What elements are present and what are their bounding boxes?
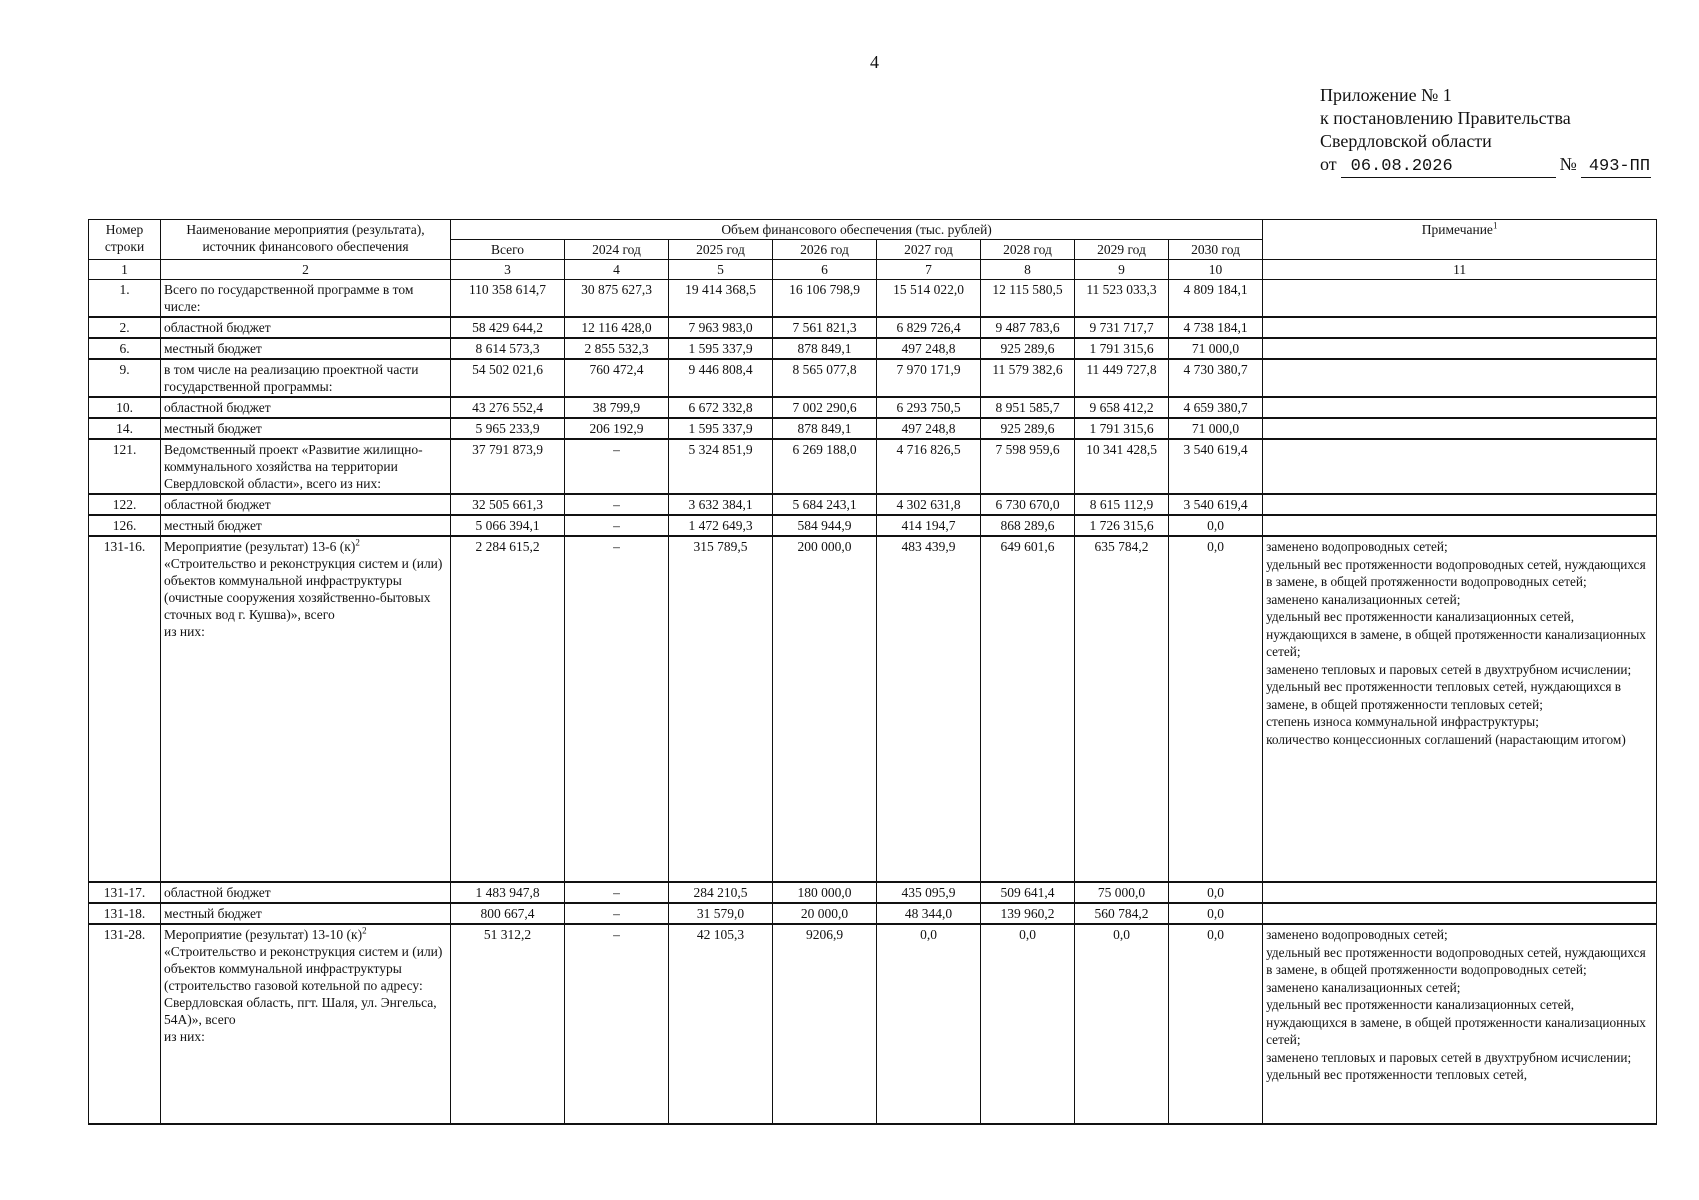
row-number: 6. (89, 338, 161, 359)
table-row (89, 317, 1657, 338)
row-name-line (164, 926, 447, 943)
table-row (89, 903, 1657, 924)
note-line: удельный вес протяженности канализационных сетей, нуждающихся в замене, в общей протяженности канализационных сетей; (1266, 609, 1646, 659)
value-cell: 38 799,9 (565, 397, 669, 418)
row-name-line-text: Мероприятие (результат) 13-10 (к) (164, 927, 363, 942)
header-year: 2024 год (565, 240, 669, 260)
row-name (161, 418, 451, 439)
footnote-mark: 2 (362, 925, 367, 936)
value-cell: 497 248,8 (877, 418, 981, 439)
value-cell: 9 731 717,7 (1075, 317, 1169, 338)
row-name (161, 882, 451, 903)
column-number: 6 (773, 260, 877, 280)
value-cell: 5 066 394,1 (451, 515, 565, 536)
note-cell (1263, 338, 1657, 359)
row-number: 131-28. (89, 924, 161, 1124)
value-cell: 11 579 382,6 (981, 359, 1075, 397)
note-cell (1263, 317, 1657, 338)
value-cell: 51 312,2 (451, 924, 565, 1124)
annex-date: 06.08.2026 (1341, 157, 1556, 178)
note-cell (1263, 359, 1657, 397)
header-row-number: Номер строки (89, 220, 161, 260)
value-cell: 4 716 826,5 (877, 439, 981, 494)
value-cell: 0,0 (1169, 924, 1263, 1124)
row-name-text: местный бюджет (164, 341, 262, 356)
value-cell: 0,0 (981, 924, 1075, 1124)
value-cell: 180 000,0 (773, 882, 877, 903)
value-cell: 110 358 614,7 (451, 280, 565, 318)
value-cell: 760 472,4 (565, 359, 669, 397)
row-name-line: из них: (164, 1029, 205, 1044)
value-cell: 32 505 661,3 (451, 494, 565, 515)
value-cell: 6 672 332,8 (669, 397, 773, 418)
value-cell: 15 514 022,0 (877, 280, 981, 318)
value-cell: – (565, 924, 669, 1124)
column-number: 8 (981, 260, 1075, 280)
table-row (89, 515, 1657, 536)
value-cell: 58 429 644,2 (451, 317, 565, 338)
value-cell: 0,0 (1169, 882, 1263, 903)
row-number: 1. (89, 280, 161, 318)
table-row (89, 280, 1657, 318)
header-note: Примечание$^1$ (1263, 220, 1657, 260)
row-name-line: «Строительство и реконструкция систем и (или) объектов коммунальной инфраструктуры (очистные сооружения хозяйственно-бытовых сточных вод г. Кушва)», всего (164, 556, 443, 622)
value-cell: 11 449 727,8 (1075, 359, 1169, 397)
row-number: 121. (89, 439, 161, 494)
row-name-line: «Строительство и реконструкция систем и (или) объектов коммунальной инфраструктуры (строительство газовой котельной по адресу: Свердловская область, пгт. Шаля, ул. Энгельса, 54А)», всего (164, 944, 443, 1027)
value-cell: 42 105,3 (669, 924, 773, 1124)
header-year: 2025 год (669, 240, 773, 260)
value-cell: 206 192,9 (565, 418, 669, 439)
note-line: заменено канализационных сетей; (1266, 979, 1461, 995)
row-number: 131-16. (89, 536, 161, 882)
row-number: 126. (89, 515, 161, 536)
column-number: 10 (1169, 260, 1263, 280)
value-cell: – (565, 903, 669, 924)
note-line: заменено водопроводных сетей; (1266, 539, 1448, 554)
row-number: 131-18. (89, 903, 161, 924)
financing-table (88, 219, 1657, 1125)
row-name (161, 439, 451, 494)
value-cell: 0,0 (1075, 924, 1169, 1124)
row-name (161, 494, 451, 515)
value-cell: 1 595 337,9 (669, 338, 773, 359)
row-name-line (164, 538, 447, 555)
value-cell: 315 789,5 (669, 536, 773, 882)
row-name-text: местный бюджет (164, 906, 262, 921)
value-cell: 560 784,2 (1075, 903, 1169, 924)
column-number: 11 (1263, 260, 1657, 280)
value-cell: 2 855 532,3 (565, 338, 669, 359)
value-cell: 649 601,6 (981, 536, 1075, 882)
value-cell: 9 446 808,4 (669, 359, 773, 397)
column-number: 5 (669, 260, 773, 280)
row-name-line: из них: (164, 624, 205, 639)
value-cell: 54 502 021,6 (451, 359, 565, 397)
row-name-text: областной бюджет (164, 400, 271, 415)
value-cell: 7 963 983,0 (669, 317, 773, 338)
note-line: заменено водопроводных сетей; (1266, 927, 1448, 942)
row-number: 10. (89, 397, 161, 418)
header-year: 2030 год (1169, 240, 1263, 260)
value-cell: 4 809 184,1 (1169, 280, 1263, 318)
note-line: удельный вес протяженности водопроводных сетей, нуждающихся в замене, в общей протяженности водопроводных сетей; (1266, 556, 1646, 589)
header-year: 2026 год (773, 240, 877, 260)
row-name-line-text: Мероприятие (результат) 13-6 (к) (164, 539, 356, 554)
row-name (161, 515, 451, 536)
note-line: удельный вес протяженности тепловых сетей, нуждающихся в замене, в общей протяженности тепловых сетей; (1266, 679, 1622, 712)
note-line: удельный вес протяженности канализационных сетей, нуждающихся в замене, в общей протяженности канализационных сетей; (1266, 997, 1646, 1047)
value-cell: 0,0 (1169, 536, 1263, 882)
value-cell: 635 784,2 (1075, 536, 1169, 882)
footnote-mark: 2 (355, 537, 360, 548)
value-cell: 5 684 243,1 (773, 494, 877, 515)
column-number: 2 (161, 260, 451, 280)
page-number: 4 (870, 52, 879, 72)
value-cell: – (565, 882, 669, 903)
column-number: 7 (877, 260, 981, 280)
row-name (161, 924, 451, 1124)
table-row (89, 494, 1657, 515)
value-cell: 75 000,0 (1075, 882, 1169, 903)
row-number: 9. (89, 359, 161, 397)
note-cell (1263, 439, 1657, 494)
value-cell: 43 276 552,4 (451, 397, 565, 418)
note-cell (1263, 418, 1657, 439)
value-cell: 0,0 (1169, 515, 1263, 536)
value-cell: 6 829 726,4 (877, 317, 981, 338)
value-cell: 4 659 380,7 (1169, 397, 1263, 418)
value-cell: 925 289,6 (981, 418, 1075, 439)
column-number: 9 (1075, 260, 1169, 280)
header-year: Всего (451, 240, 565, 260)
note-cell (1263, 903, 1657, 924)
note-cell (1263, 536, 1657, 882)
row-name (161, 359, 451, 397)
value-cell: 800 667,4 (451, 903, 565, 924)
column-number: 4 (565, 260, 669, 280)
value-cell: 1 726 315,6 (1075, 515, 1169, 536)
row-name-text: областной бюджет (164, 320, 271, 335)
value-cell: 9 487 783,6 (981, 317, 1075, 338)
table-row (89, 359, 1657, 397)
note-cell (1263, 515, 1657, 536)
value-cell: 284 210,5 (669, 882, 773, 903)
value-cell: 200 000,0 (773, 536, 877, 882)
annex-title: Приложение № 1 (1320, 85, 1452, 105)
row-name (161, 338, 451, 359)
header-year: 2028 год (981, 240, 1075, 260)
value-cell: 48 344,0 (877, 903, 981, 924)
value-cell: 4 302 631,8 (877, 494, 981, 515)
table-row (89, 338, 1657, 359)
header-year: 2027 год (877, 240, 981, 260)
value-cell: 1 483 947,8 (451, 882, 565, 903)
annex-header (1320, 84, 1651, 178)
value-cell: 4 730 380,7 (1169, 359, 1263, 397)
value-cell: 4 738 184,1 (1169, 317, 1263, 338)
value-cell: 8 615 112,9 (1075, 494, 1169, 515)
annex-subtitle: к постановлению Правительства (1320, 108, 1571, 128)
value-cell: 30 875 627,3 (565, 280, 669, 318)
annex-date-number (1320, 153, 1651, 178)
value-cell: 868 289,6 (981, 515, 1075, 536)
value-cell: 5 324 851,9 (669, 439, 773, 494)
value-cell: 6 269 188,0 (773, 439, 877, 494)
row-number: 2. (89, 317, 161, 338)
value-cell: 7 561 821,3 (773, 317, 877, 338)
annex-region: Свердловской области (1320, 131, 1492, 151)
row-name-text: областной бюджет (164, 885, 271, 900)
annex-number: 493-ПП (1581, 157, 1651, 178)
column-number: 1 (89, 260, 161, 280)
value-cell: 1 791 315,6 (1075, 418, 1169, 439)
table-row (89, 439, 1657, 494)
value-cell: 9 658 412,2 (1075, 397, 1169, 418)
row-name-text: в том числе на реализацию проектной части государственной программы: (164, 362, 419, 394)
value-cell: 8 614 573,3 (451, 338, 565, 359)
header-row-1 (89, 220, 1657, 240)
annex-number-label: № (1559, 154, 1577, 174)
value-cell: 7 002 290,6 (773, 397, 877, 418)
row-name (161, 903, 451, 924)
header-name: Наименование мероприятия (результата), источник финансового обеспечения (161, 220, 451, 260)
row-name (161, 536, 451, 882)
value-cell: 435 095,9 (877, 882, 981, 903)
value-cell: – (565, 439, 669, 494)
value-cell: 8 951 585,7 (981, 397, 1075, 418)
header-row-3 (89, 260, 1657, 280)
value-cell: 12 116 428,0 (565, 317, 669, 338)
value-cell: 11 523 033,3 (1075, 280, 1169, 318)
value-cell: 3 540 619,4 (1169, 494, 1263, 515)
row-name (161, 317, 451, 338)
value-cell: 20 000,0 (773, 903, 877, 924)
row-name-text: местный бюджет (164, 421, 262, 436)
value-cell: 6 293 750,5 (877, 397, 981, 418)
value-cell: 509 641,4 (981, 882, 1075, 903)
note-line: заменено тепловых и паровых сетей в двухтрубном исчислении; (1266, 661, 1632, 677)
value-cell: 6 730 670,0 (981, 494, 1075, 515)
value-cell: 925 289,6 (981, 338, 1075, 359)
row-name-text: Ведомственный проект «Развитие жилищно-коммунального хозяйства на территории Свердловской области», всего из них: (164, 442, 423, 491)
note-cell (1263, 924, 1657, 1124)
row-name (161, 280, 451, 318)
value-cell: 878 849,1 (773, 418, 877, 439)
table-row (89, 924, 1657, 1124)
value-cell: 1 595 337,9 (669, 418, 773, 439)
value-cell: 8 565 077,8 (773, 359, 877, 397)
value-cell: – (565, 515, 669, 536)
note-cell (1263, 882, 1657, 903)
note-line: заменено тепловых и паровых сетей в двухтрубном исчислении; (1266, 1049, 1632, 1065)
value-cell: 7 970 171,9 (877, 359, 981, 397)
value-cell: 16 106 798,9 (773, 280, 877, 318)
column-number: 3 (451, 260, 565, 280)
value-cell: 878 849,1 (773, 338, 877, 359)
value-cell: 584 944,9 (773, 515, 877, 536)
value-cell: 9206,9 (773, 924, 877, 1124)
value-cell: 0,0 (877, 924, 981, 1124)
header-year: 2029 год (1075, 240, 1169, 260)
note-cell (1263, 397, 1657, 418)
table-row (89, 536, 1657, 882)
note-cell (1263, 280, 1657, 318)
annex-from-label: от (1320, 154, 1337, 174)
header-volume: Объем финансового обеспечения (тыс. рублей) (451, 220, 1263, 240)
row-number: 122. (89, 494, 161, 515)
note-line: степень износа коммунальной инфраструктуры; (1266, 714, 1539, 729)
note-line: удельный вес протяженности водопроводных сетей, нуждающихся в замене, в общей протяженности водопроводных сетей; (1266, 944, 1646, 977)
value-cell: 10 341 428,5 (1075, 439, 1169, 494)
value-cell: 71 000,0 (1169, 418, 1263, 439)
value-cell: 7 598 959,6 (981, 439, 1075, 494)
value-cell: 71 000,0 (1169, 338, 1263, 359)
table-row (89, 397, 1657, 418)
row-number: 14. (89, 418, 161, 439)
value-cell: 19 414 368,5 (669, 280, 773, 318)
note-line: количество концессионных соглашений (нарастающим итогом) (1266, 731, 1626, 747)
value-cell: – (565, 536, 669, 882)
value-cell: 1 472 649,3 (669, 515, 773, 536)
value-cell: 31 579,0 (669, 903, 773, 924)
note-cell (1263, 494, 1657, 515)
row-name (161, 397, 451, 418)
row-name-text: областной бюджет (164, 497, 271, 512)
value-cell: 483 439,9 (877, 536, 981, 882)
value-cell: 2 284 615,2 (451, 536, 565, 882)
value-cell: – (565, 494, 669, 515)
value-cell: 12 115 580,5 (981, 280, 1075, 318)
value-cell: 0,0 (1169, 903, 1263, 924)
table-row (89, 882, 1657, 903)
value-cell: 3 540 619,4 (1169, 439, 1263, 494)
value-cell: 497 248,8 (877, 338, 981, 359)
table-row (89, 418, 1657, 439)
value-cell: 5 965 233,9 (451, 418, 565, 439)
value-cell: 139 960,2 (981, 903, 1075, 924)
value-cell: 414 194,7 (877, 515, 981, 536)
value-cell: 37 791 873,9 (451, 439, 565, 494)
note-line: удельный вес протяженности тепловых сетей, (1266, 1067, 1528, 1082)
value-cell: 1 791 315,6 (1075, 338, 1169, 359)
note-line: заменено канализационных сетей; (1266, 591, 1461, 607)
row-name-text: Всего по государственной программе в том числе: (164, 282, 414, 314)
row-name-text: местный бюджет (164, 518, 262, 533)
row-number: 131-17. (89, 882, 161, 903)
value-cell: 3 632 384,1 (669, 494, 773, 515)
